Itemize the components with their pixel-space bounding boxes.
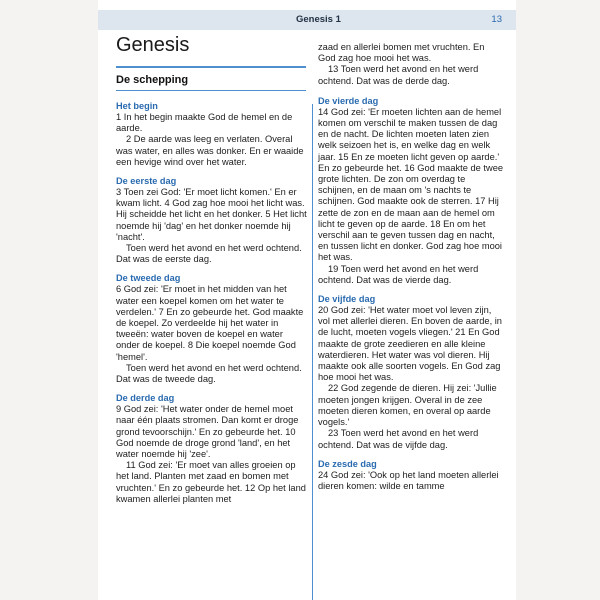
page-number: 13 bbox=[491, 14, 502, 25]
column-divider bbox=[312, 104, 313, 600]
subheading-begin: Het begin bbox=[116, 101, 158, 111]
verse-paragraph: 22 God zegende de dieren. Hij zei: 'Jullie moeten jongen krijgen. Overal in de zee moeten dieren komen, en overal op aarde vogels.' bbox=[318, 383, 497, 428]
verse-paragraph: 6 God zei: 'Er moet in het midden van het water een koepel komen om het water te verdelen.' 7 En zo gebeurde het. God maakte de koepel. Zo verdeelde hij het water in tweeën: water boven de koepel en water onder de koepel. 8 Die koepel noemde God 'hemel'. bbox=[116, 284, 304, 362]
subheading-day-2: De tweede dag bbox=[116, 273, 181, 284]
verse-paragraph: 2 De aarde was leeg en verlaten. Overal was water, en alles was donker. En er waaide een hevige wind over het water. bbox=[116, 134, 304, 167]
verse-paragraph: zaad en allerlei bomen met vruchten. En God zag hoe mooi het was. bbox=[318, 42, 485, 64]
verse-paragraph: 1 In het begin maakte God de hemel en de aarde. bbox=[116, 112, 293, 134]
section-rule bbox=[116, 90, 306, 91]
running-head: Genesis 1 bbox=[296, 14, 341, 25]
subheading-day-3: De derde dag bbox=[116, 393, 175, 404]
bible-page bbox=[98, 0, 516, 600]
verse-paragraph: 24 God zei: 'Ook op het land moeten allerlei dieren komen: wilde en tamme bbox=[318, 469, 499, 491]
verse-paragraph: 13 Toen werd het avond en het werd ochtend. Dat was de derde dag. bbox=[318, 64, 479, 86]
verse-paragraph: 19 Toen werd het avond en het werd ochtend. Dat was de vierde dag. bbox=[318, 263, 479, 285]
verse-paragraph: Toen werd het avond en het werd ochtend. Dat was de eerste dag. bbox=[116, 243, 302, 265]
left-column bbox=[116, 34, 308, 505]
right-column bbox=[318, 42, 504, 492]
title-rule bbox=[116, 66, 306, 68]
verse-paragraph: 20 God zei: 'Het water moet vol leven zijn, vol met allerlei dieren. En boven de aarde, in de lucht, moeten vogels vliegen.' 21 En God maakte de grote zeedieren en alle kleine waterdieren. Het water was vol dieren. Hij maakte ook alle soorten vogels. En God zag hoe mooi het was. bbox=[318, 305, 502, 383]
subheading-day-5: De vijfde dag bbox=[318, 294, 376, 305]
book-title: Genesis bbox=[116, 34, 190, 56]
subheading-day-1: De eerste dag bbox=[116, 176, 177, 187]
verse-paragraph: 11 God zei: 'Er moet van alles groeien op het land. Planten met zaad en bomen met vruchten.' En zo gebeurde het. 12 Op het land kwamen allerlei planten met bbox=[116, 460, 306, 504]
section-title: De schepping bbox=[116, 74, 189, 86]
verse-paragraph: 9 God zei: 'Het water onder de hemel moet naar één plaats stromen. Dan komt er droge grond tevoorschijn.' En zo gebeurde het. 10 God noemde de droge grond 'land', en het water noemde hij 'zee'. bbox=[116, 404, 299, 460]
verse-paragraph: 14 God zei: 'Er moeten lichten aan de hemel komen om verschil te maken tussen de dag en de nacht. De lichten moeten laten zien welk seizoen het is, en welke dag en welk jaar. 15 En ze moeten licht geven op aarde.' En zo gebeurde het. 16 God maakte de twee grote lichten. De zon om overdag te schijnen, en de maan om 's nachts te schijnen. God maakte ook de sterren. 17 Hij zette de zon en de maan aan de hemel om licht te geven op de aarde. 18 En om het verschil aan te geven tussen dag en nacht, en tussen licht en donker. God zag hoe mooi het was. bbox=[318, 106, 504, 263]
subheading-day-6: De zesde dag bbox=[318, 458, 377, 469]
verse-paragraph: 3 Toen zei God: 'Er moet licht komen.' En er kwam licht. 4 God zag hoe mooi het licht was. Hij scheidde het licht en het donker. 5 Het licht noemde hij 'dag' en het donker noemde hij 'nacht'. bbox=[116, 187, 307, 242]
subheading-day-4: De vierde dag bbox=[318, 95, 379, 106]
verse-paragraph: Toen werd het avond en het werd ochtend. Dat was de tweede dag. bbox=[116, 362, 302, 385]
verse-paragraph: 23 Toen werd het avond en het werd ochtend. Dat was de vijfde dag. bbox=[318, 428, 479, 450]
